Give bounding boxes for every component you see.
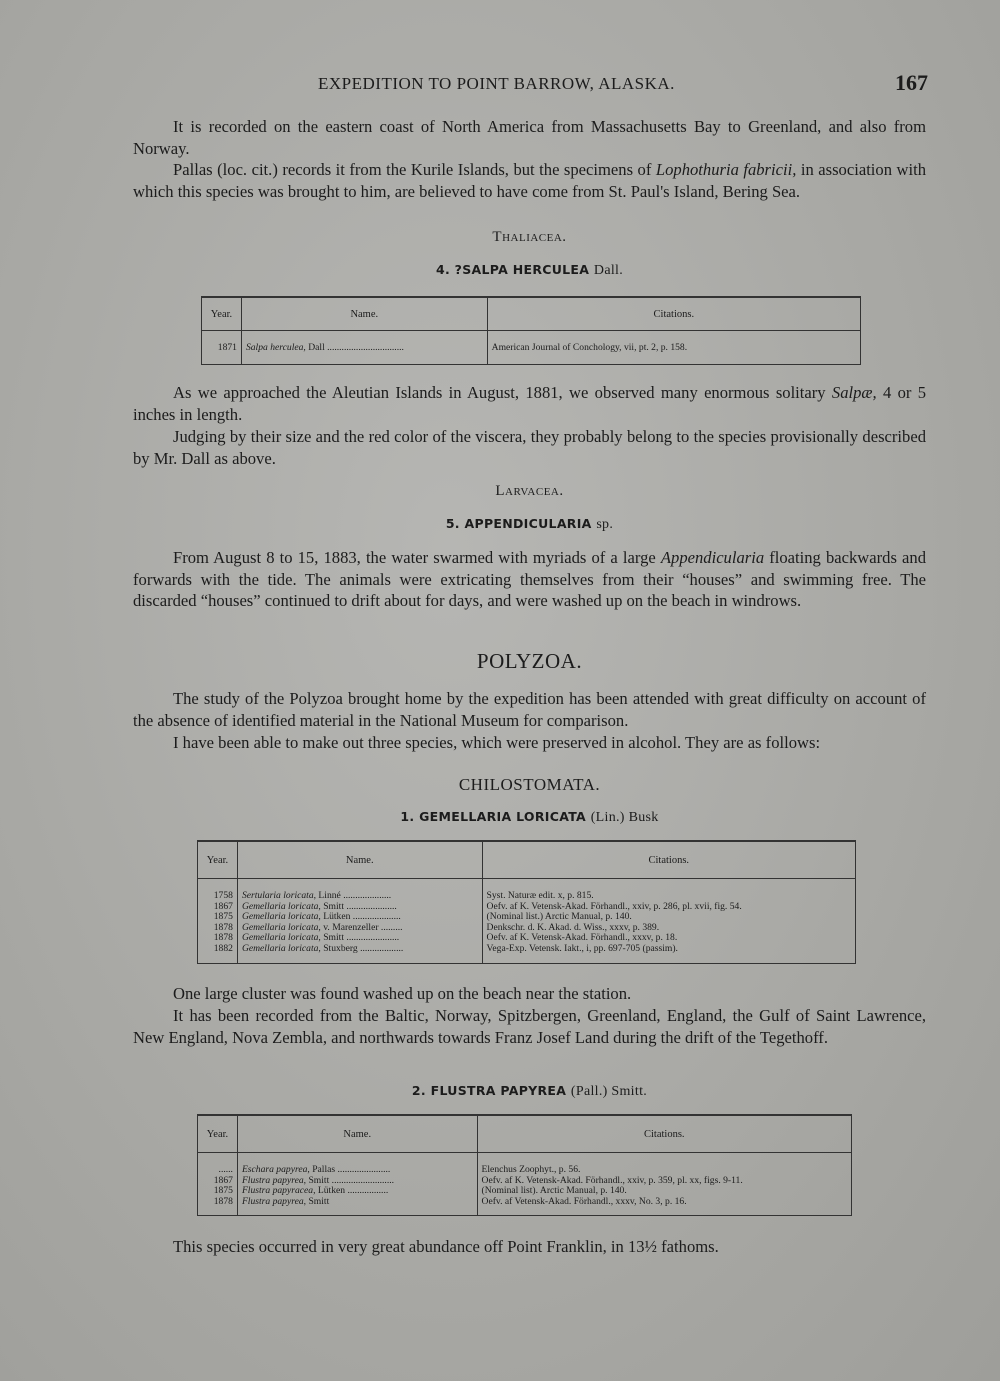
citation-cell: Elenchus Zoophyt., p. 56. bbox=[481, 1164, 581, 1175]
column-header-citations: Citations. bbox=[482, 841, 855, 879]
taxon-name: Gemellaria loricata bbox=[241, 900, 319, 912]
running-title: EXPEDITION TO POINT BARROW, ALASKA. bbox=[318, 74, 675, 93]
year-cell: 1882 bbox=[213, 942, 233, 954]
taxon-author: , Stuxberg bbox=[318, 942, 358, 954]
subheading-chilostomata: CHILOSTOMATA. bbox=[458, 775, 601, 794]
species-author: (Pall.) Smitt. bbox=[570, 1084, 648, 1099]
name-cell bbox=[242, 1197, 473, 1208]
species-author: (Lin.) Busk bbox=[590, 810, 659, 825]
taxon-name: Gemellaria loricata bbox=[241, 921, 319, 933]
salpa-p1-taxon: Salpæ, bbox=[831, 383, 877, 402]
name-cell: Flustra papyracea, Lütken ................. bbox=[241, 1185, 389, 1197]
year-column bbox=[198, 1153, 238, 1216]
taxon-author: , Smitt bbox=[318, 900, 345, 912]
taxon-author: , v. Marenzeller bbox=[318, 921, 379, 933]
taxon-author: , Smitt bbox=[303, 1195, 330, 1207]
intro-p2-taxon: Lophothuria fabricii, bbox=[655, 160, 797, 179]
name-cell: Eschara papyrea, Pallas ...................... bbox=[241, 1164, 391, 1175]
name-column bbox=[237, 1153, 477, 1216]
taxon-author: , Dall bbox=[303, 342, 325, 353]
taxon-author: , Lütken bbox=[313, 1185, 346, 1197]
page-number: 167 bbox=[895, 70, 928, 95]
appendicularia-text: From August 8 to 15, 1883, the water swarmed with myriads of a large bbox=[173, 548, 661, 567]
year-cell: 1867 bbox=[213, 900, 233, 912]
year-cell: 1867 bbox=[213, 1174, 233, 1186]
citation-cell: (Nominal list.) Arctic Manual, p. 140. bbox=[486, 911, 632, 923]
table-body bbox=[198, 879, 856, 964]
taxon-name: Gemellaria loricata bbox=[241, 942, 319, 954]
citation-column bbox=[477, 1153, 851, 1216]
year-cell: 1878 bbox=[213, 1195, 233, 1207]
species-name: 2. FLUSTRA PAPYREA bbox=[411, 1083, 567, 1098]
taxon-author: , Linné bbox=[313, 890, 341, 901]
name-cell: Gemellaria loricata, v. Marenzeller ......... bbox=[241, 921, 403, 933]
citation-cell: Oefv. af K. Vetensk-Akad. Förhandl., xxiv, p. 359, pl. xx, figs. 9-11. bbox=[481, 1174, 743, 1186]
name-column bbox=[237, 879, 482, 964]
year-cell: 1878 bbox=[213, 932, 233, 944]
intro-paragraph-1: It is recorded on the eastern coast of North America from Massachusetts Bay to Greenland, and also from Norway. bbox=[133, 117, 926, 158]
species-author: sp. bbox=[596, 517, 614, 532]
section-heading-polyzoa: POLYZOA. bbox=[476, 649, 583, 673]
taxon-author: , Lütken bbox=[318, 911, 351, 923]
page-header bbox=[318, 70, 928, 100]
citation-cell: Denkschr. d. K. Akad. d. Wiss., xxxv, p. 389. bbox=[486, 921, 660, 933]
appendicularia-paragraph bbox=[133, 547, 926, 612]
species-name: 1. GEMELLARIA LORICATA bbox=[400, 809, 587, 824]
species-heading-salpa bbox=[133, 262, 926, 279]
polyzoa-paragraph-1: The study of the Polyzoa brought home by the expedition has been attended with great difficulty on account of the absence of identified material in the National Museum for comparison. bbox=[133, 689, 926, 730]
table-header-row bbox=[198, 1115, 852, 1153]
taxon-author: , Smitt bbox=[303, 1174, 330, 1186]
citation-cell: Syst. Naturæ edit. x, p. 815. bbox=[486, 890, 594, 901]
intro-paragraph-2 bbox=[133, 159, 926, 202]
name-cell: Gemellaria loricata, Stuxberg .................. bbox=[241, 942, 404, 954]
year-cell: 1878 bbox=[213, 921, 233, 933]
citation-cell: Oefv. af K. Vetensk-Akad. Förhandl., xxxv, p. 18. bbox=[486, 932, 678, 944]
salpa-p1-text: As we approached the Aleutian Islands in August, 1881, we observed many enormous solitary bbox=[173, 383, 832, 402]
intro-p2-text: Pallas (loc. cit.) records it from the Kurile Islands, but the specimens of bbox=[173, 160, 656, 179]
group-heading-larvacea: Larvacea. bbox=[495, 483, 564, 499]
group-heading-thaliacea: Thaliacea. bbox=[492, 229, 567, 245]
species-heading-appendicularia bbox=[133, 516, 926, 533]
name-cell: Flustra papyrea, Smitt .......................... bbox=[241, 1174, 395, 1186]
citation-cell: American Journal of Conchology, vii, pt. 2, p. 158. bbox=[487, 331, 860, 365]
table-body bbox=[198, 1153, 852, 1216]
species-heading-flustra bbox=[133, 1083, 926, 1100]
year-cell: 1871 bbox=[202, 331, 242, 365]
taxon-name: Salpa herculea bbox=[245, 342, 304, 353]
column-header-year: Year. bbox=[198, 1115, 238, 1153]
salpa-paragraph-2: Judging by their size and the red color of the viscera, they probably belong to the species provisionally described by Mr. Dall as above. bbox=[133, 427, 926, 468]
citation-table-flustra bbox=[197, 1114, 852, 1216]
salpa-paragraph-1 bbox=[133, 382, 926, 425]
column-header-year: Year. bbox=[202, 297, 242, 331]
polyzoa-paragraph-2: I have been able to make out three species, which were preserved in alcohol. They are as follows: bbox=[173, 733, 821, 752]
column-header-citations: Citations. bbox=[487, 297, 860, 331]
appendicularia-taxon: Appendicularia bbox=[660, 548, 765, 567]
taxon-author: , Pallas bbox=[307, 1164, 336, 1175]
year-cell: 1875 bbox=[213, 911, 233, 923]
citation-cell: Oefv. af Vetensk-Akad. Förhandl., xxxv, No. 3, p. 16. bbox=[481, 1195, 687, 1207]
column-header-name: Name. bbox=[241, 297, 487, 331]
year-cell: 1758 bbox=[213, 890, 233, 901]
gemellaria-paragraph-2: It has been recorded from the Baltic, Norway, Spitzbergen, Greenland, England, the Gulf of Saint Lawrence, New England, Nova Zembla, and northwards towards Franz Josef Land during the drift of the Tegethoff. bbox=[133, 1006, 926, 1047]
column-header-year: Year. bbox=[198, 841, 238, 879]
year-column bbox=[198, 879, 238, 964]
citation-cell: Oefv. af K. Vetensk-Akad. Förhandl., xxiv, p. 286, pl. xvii, fig. 54. bbox=[486, 900, 742, 912]
citation-table-gemellaria bbox=[197, 840, 856, 964]
flustra-paragraph: This species occurred in very great abundance off Point Franklin, in 13½ fathoms. bbox=[173, 1237, 719, 1256]
species-heading-gemellaria bbox=[133, 809, 926, 826]
taxon-name: Sertularia loricata bbox=[241, 890, 314, 901]
year-cell: ...... bbox=[218, 1164, 233, 1175]
citation-column bbox=[482, 879, 855, 964]
table-header-row bbox=[198, 841, 856, 879]
citation-cell: (Nominal list). Arctic Manual, p. 140. bbox=[481, 1185, 627, 1197]
citation-cell: Vega-Exp. Vetensk. Iakt., i, pp. 697-705 (passim). bbox=[486, 942, 678, 954]
name-cell: Salpa herculea, Dall ................................ bbox=[241, 331, 487, 365]
taxon-name: Flustra papyrea bbox=[241, 1174, 304, 1186]
column-header-name: Name. bbox=[237, 841, 482, 879]
column-header-citations: Citations. bbox=[477, 1115, 851, 1153]
species-name: 5. APPENDICULARIA bbox=[445, 516, 592, 531]
taxon-name: Eschara papyrea bbox=[241, 1164, 308, 1175]
gemellaria-paragraph-1: One large cluster was found washed up on the beach near the station. bbox=[173, 984, 632, 1003]
taxon-author: , Smitt bbox=[318, 932, 345, 944]
column-header-name: Name. bbox=[237, 1115, 477, 1153]
year-cell: 1875 bbox=[213, 1185, 233, 1197]
table-row bbox=[202, 331, 861, 365]
appendicularia-text-end: floating backwards and forwards with the tide. The animals were extricating themselves from their “houses” and swimming free. The discarded “houses” continued to drift about for days, and were washed up on the beach in windrows. bbox=[133, 548, 926, 610]
name-cell: Sertularia loricata, Linné .................... bbox=[241, 890, 392, 901]
intro-p2-text-end: in association with which this species was brought to him, are believed to have come from St. Paul's Island, Bering Sea. bbox=[133, 160, 927, 201]
taxon-name: Gemellaria loricata bbox=[241, 911, 319, 923]
citation-table-salpa bbox=[201, 296, 861, 365]
name-cell: Gemellaria loricata, Smitt ...................... bbox=[241, 932, 400, 944]
taxon-name: Flustra papyrea bbox=[241, 1195, 304, 1207]
table-header-row bbox=[202, 297, 861, 331]
taxon-name: Gemellaria loricata bbox=[241, 932, 319, 944]
species-author: Dall. bbox=[593, 263, 624, 278]
species-name: 4. ?SALPA HERCULEA bbox=[435, 262, 590, 277]
name-cell: Gemellaria loricata, Lütken .................... bbox=[241, 911, 401, 923]
taxon-name: Flustra papyracea bbox=[241, 1185, 314, 1197]
name-cell: Gemellaria loricata, Smitt ..................... bbox=[241, 900, 397, 912]
salpa-p1-text-end: 4 or 5 inches in length. bbox=[133, 383, 926, 424]
